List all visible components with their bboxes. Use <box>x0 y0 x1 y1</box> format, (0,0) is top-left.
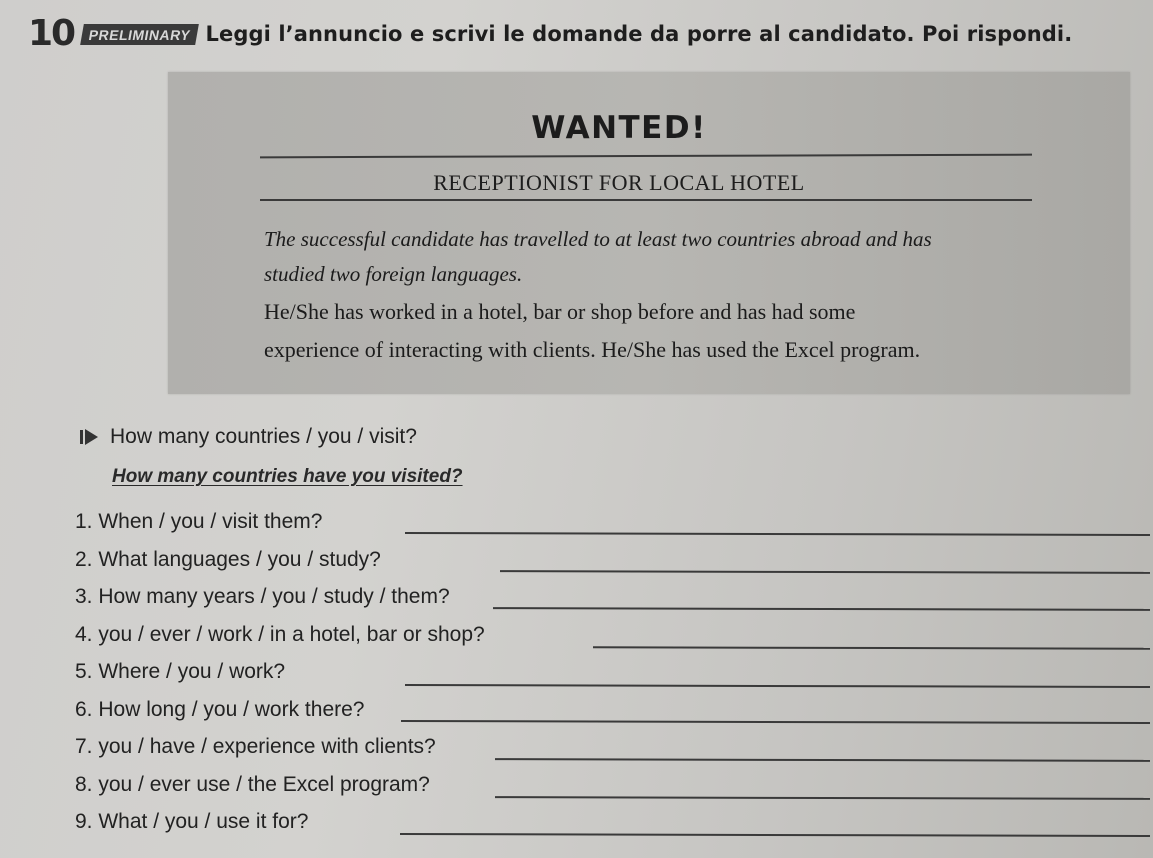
play-icon <box>80 428 102 446</box>
answer-line[interactable] <box>593 646 1150 649</box>
example-prompt <box>80 425 417 449</box>
answer-line[interactable] <box>495 758 1150 761</box>
exercise-number: 10 <box>28 13 75 54</box>
question-item <box>75 508 1153 546</box>
advert-top-rule <box>260 154 1032 158</box>
advert-title: WANTED! <box>531 110 707 146</box>
answer-line[interactable] <box>401 720 1150 723</box>
advert-line-2: studied two foreign languages. <box>264 262 523 286</box>
answer-line[interactable] <box>405 684 1150 687</box>
example-prompt-text: How many countries / you / visit? <box>110 425 417 448</box>
question-text: 5. Where / you / work? <box>75 660 286 683</box>
question-list <box>75 508 1153 846</box>
question-item <box>75 808 1153 846</box>
answer-line[interactable] <box>493 607 1150 610</box>
question-text: 2. What languages / you / study? <box>75 547 381 571</box>
question-item <box>75 658 1153 696</box>
question-text: 7. you / have / experience with clients? <box>75 735 436 758</box>
question-text: 1. When / you / visit them? <box>75 510 323 533</box>
answer-line[interactable] <box>400 833 1150 836</box>
question-text: 3. How many years / you / study / them? <box>75 585 450 608</box>
advert-body <box>264 222 1084 368</box>
question-item <box>75 621 1153 659</box>
question-text: 9. What / you / use it for? <box>75 810 309 833</box>
advert-subtitle: RECEPTIONIST FOR LOCAL HOTEL <box>433 170 805 195</box>
question-item <box>75 771 1153 809</box>
example-answer: How many countries have you visited? <box>112 466 463 487</box>
advert-line-1: The successful candidate has travelled to at least two countries abroad and has <box>264 227 932 251</box>
preliminary-badge: PRELIMINARY <box>80 24 199 45</box>
job-advert-box <box>168 72 1130 394</box>
exercise-header <box>28 13 1073 54</box>
answer-line[interactable] <box>405 532 1150 535</box>
question-text: 4. you / ever / work / in a hotel, bar or shop? <box>75 622 485 646</box>
question-item <box>75 696 1153 734</box>
advert-line-3: He/She has worked in a hotel, bar or shop before and has had some <box>264 299 856 324</box>
question-text: 8. you / ever use / the Excel program? <box>75 772 430 796</box>
question-item <box>75 546 1153 584</box>
answer-line[interactable] <box>495 796 1150 799</box>
advert-bottom-rule <box>260 199 1032 201</box>
exercise-instruction: Leggi l’annuncio e scrivi le domande da porre al candidato. Poi rispondi. <box>205 22 1073 46</box>
answer-line[interactable] <box>500 570 1150 573</box>
advert-line-4: experience of interacting with clients. He/She has used the Excel program. <box>264 337 921 362</box>
question-text: 6. How long / you / work there? <box>75 697 365 721</box>
question-item <box>75 733 1153 771</box>
question-item <box>75 583 1153 621</box>
